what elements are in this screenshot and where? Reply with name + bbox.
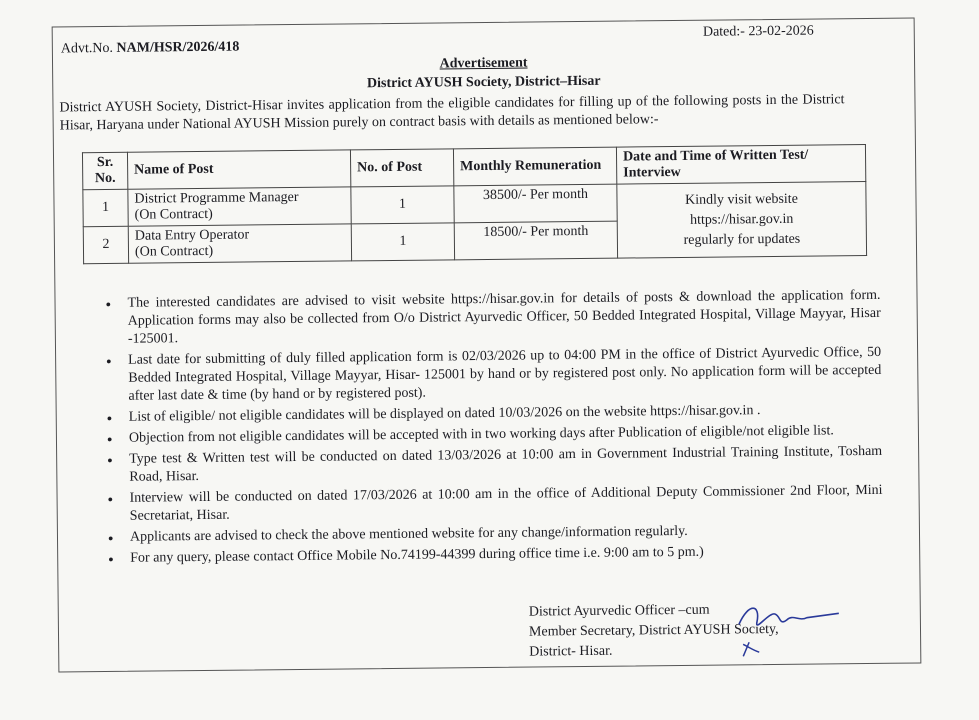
list-item: ● List of eligible/ not eligible candidates will be displayed on dated 10/03/2026 on the website https://hisar.gov.in . xyxy=(107,401,882,427)
signatory-line2: Member Secretary, District AYUSH Society, xyxy=(528,621,779,640)
row1-post-sub: (On Contract) xyxy=(134,206,213,223)
list-item: ● For any query, please contact Office Mobile No.74199-44399 during office time i.e. 9:00 am to 5 pm.) xyxy=(108,542,883,568)
row2-count: 1 xyxy=(351,223,454,261)
list-item: ● Interview will be conducted on dated 17/03/2026 at 10:00 am in the office of Additional Deputy Commissioner 2nd Floor, Mini Secretariat, Hisar. xyxy=(107,482,882,526)
row1-count: 1 xyxy=(351,186,454,224)
signature-scribble xyxy=(729,591,850,662)
advt-label: Advt.No. xyxy=(60,40,114,57)
col-test: Date and Time of Written Test/ Interview xyxy=(616,145,865,185)
row2-post-sub: (On Contract) xyxy=(134,243,214,260)
instructions-list xyxy=(105,287,883,571)
dated: Dated:- 23-02-2026 xyxy=(702,23,814,40)
col-sr: Sr. No. xyxy=(82,152,127,189)
test-info-link[interactable]: https://hisar.gov.in xyxy=(689,211,794,228)
signatory-line1: District Ayurvedic Officer –cum xyxy=(528,602,710,620)
test-info-line1: Kindly visit website xyxy=(685,191,798,208)
advt-number xyxy=(61,40,240,58)
list-item: ● Last date for submitting of duly filled application form is 02/03/2026 up to 04:00 PM in the office of District Ayurvedic Office, 50 Bedded Integrated Hospital, Village Mayyar, Hisar- 125001 by hand or by registered post only. No application form will be accepted after last date & time (by hand or by registered post). xyxy=(106,344,882,406)
row1-post-name: District Programme Manager xyxy=(134,189,299,207)
row1-sr: 1 xyxy=(83,189,128,226)
test-info-cell xyxy=(617,182,867,259)
table-row xyxy=(83,182,866,227)
list-item: ● Applicants are advised to check the above mentioned website for any change/information regularly. xyxy=(108,521,883,547)
row2-post-name: Data Entry Operator xyxy=(134,227,250,244)
advertisement-sheet xyxy=(52,17,922,672)
test-info-line3: regularly for updates xyxy=(683,231,801,248)
list-item: ● Type test & Written test will be conducted on dated 13/03/2026 at 10:00 am in Government Industrial Training Institute, Tosham Road, Hisar. xyxy=(107,443,882,487)
list-item: ● The interested candidates are advised to visit website https://hisar.gov.in for details of posts & download the application form. Application forms may also be collected from O/o District Ayurvedic Officer, 50 Bedded Integrated Hospital, Village Mayyar, Hisar -125001. xyxy=(105,287,881,349)
intro-paragraph: District AYUSH Society, District-Hisar invites application from the eligible candidates for filling up of the following posts in the District Hisar, Haryana under National AYUSH Mission purely on contract basis with details as mentioned below:- xyxy=(59,92,845,134)
row2-post xyxy=(128,224,351,263)
col-post: Name of Post xyxy=(127,150,350,189)
page-title: Advertisement xyxy=(439,55,528,72)
col-count: No. of Post xyxy=(350,149,453,187)
list-item: ● Objection from not eligible candidates will be accepted with in two working days after Publication of eligible/not eligible list. xyxy=(107,422,882,448)
page-subtitle: District AYUSH Society, District–Hisar xyxy=(366,73,601,92)
posts-table xyxy=(82,144,867,264)
row2-sr: 2 xyxy=(83,226,128,263)
row2-remuneration: 18500/- Per month xyxy=(454,221,617,260)
row1-remuneration: 38500/- Per month xyxy=(454,184,617,223)
advt-no-value: NAM/HSR/2026/418 xyxy=(116,39,240,56)
row1-post xyxy=(128,187,351,226)
col-remuneration: Monthly Remuneration xyxy=(453,147,616,186)
signatory-line3: District- Hisar. xyxy=(529,643,613,660)
